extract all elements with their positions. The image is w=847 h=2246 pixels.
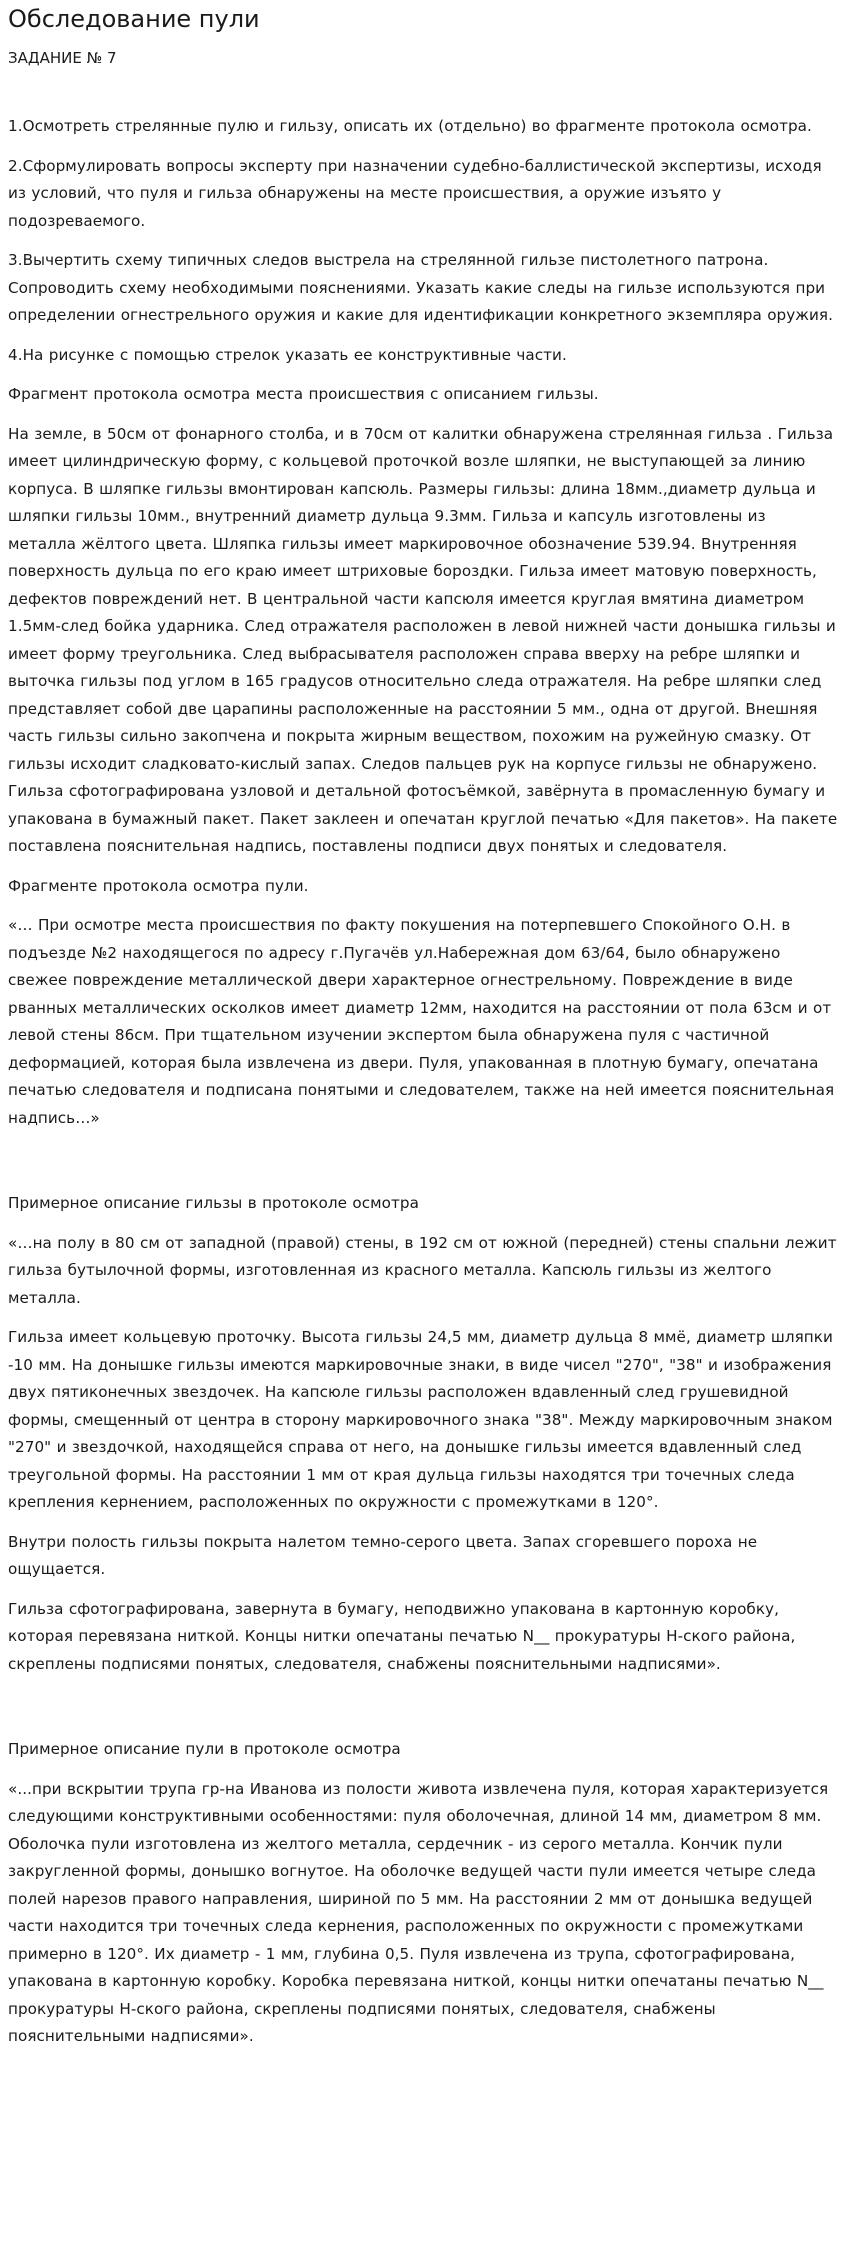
example-casing-heading: Примерное описание гильзы в протоколе осмотра [8,1194,419,1212]
bullet-protocol-text: «… При осмотре места происшествия по факту покушения на потерпевшего Спокойного О.Н. в подъезде №2 находящегося по адресу г.Пугачёв ул.Набережная дом 63/64, было обнаружено свежее повреждение металлической двери характерное огнестрельному. Повреждение в виде рванных металлических осколков имеет диаметр 12мм, находится на расстоянии от пола 63см и от левой стены 86см. При тщательном изучении экспертом была обнаружена пуля с частичной деформацией, которая была извлечена из двери. Пуля, упакованная в плотную бумагу, опечатана печатью следователя и подписана понятыми и следователем, также на ней имеется пояснительная надпись…» [8,916,835,1127]
task-label: ЗАДАНИЕ № 7 [8,49,117,67]
task-list [8,113,838,369]
task-item-2: 2.Сформулировать вопросы эксперту при назначении судебно-баллистической экспертизы, исходя из условий, что пуля и гильза обнаружены на месте происшествия, а оружие изъято у подозреваемого. [8,156,822,230]
example-casing-paragraph: Гильза сфотографирована, завернута в бумагу, неподвижно упакована в картонную коробку, которая перевязана ниткой. Концы нитки опечатаны печатью N__ прокуратуры Н-ского района, скреплены подписями понятых, следователя, снабжены пояснительными надписями». [8,1599,796,1673]
casing-protocol-text: На земле, в 50см от фонарного столба, и в 70см от калитки обнаружена стрелянная гильза . Гильза имеет цилиндрическую форму, с кольцевой проточкой возле шляпки, не выступающей за линию корпуса. В шляпке гильзы вмонтирован капсюль. Размеры гильзы: длина 18мм.,диаметр дульца и шляпки гильзы 10мм., внутренний диаметр дульца 9.3мм. Гильза и капсуль изготовлены из металла жёлтого цвета. Шляпка гильзы имеет маркировочное обозначение 539.94. Внутренняя поверхность дульца по его краю имеет штриховые бороздки. Гильза имеет матовую поверхность, дефектов повреждений нет. В центральной части капсюля имеется круглая вмятина диаметром 1.5мм-след бойка ударника. След отражателя расположен в левой нижней части донышка гильзы и имеет форму треугольника. След выбрасывателя расположен справа вверху на ребре шляпки и выточка гильзы под углом в 165 градусов относительно следа отражателя. На ребре шляпки след представляет собой две царапины расположенные на расстоянии 5 мм., одна от другой. Внешняя часть гильзы сильно закопчена и покрыта жирным веществом, похожим на ружейную смазку. От гильзы исходит сладковато-кислый запах. Следов пальцев рук на корпусе гильзы не обнаружено. Гильза сфотографирована узловой и детальной фотосъёмкой, завёрнута в промасленную бумагу и упакована в бумажный пакет. Пакет заклеен и опечатан круглой печатью «Для пакетов». На пакете поставлена пояснительная надпись, поставлены подписи двух понятых и следователя. [8,424,838,855]
example-bullet-paragraph: «...при вскрытии трупа гр-на Иванова из полости живота извлечена пуля, которая характеризуется следующими конструктивными особенностями: пуля оболочечная, длиной 14 мм, диаметром 8 мм. Оболочка пули изготовлена из желтого металла, сердечник - из серого металла. Кончик пули закругленной формы, донышко вогнутое. На оболочке ведущей части пули имеется четыре следа полей нарезов правого направления, шириной по 5 мм. На расстоянии 2 мм от донышка ведущей части находится три точечных следа кернения, расположенных по окружности с промежутками примерно в 120°. Их диаметр - 1 мм, глубина 0,5. Пуля извлечена из трупа, сфотографирована, упакована в картонную коробку. Коробка перевязана ниткой, концы нитки опечатаны печатью N__ прокуратуры Н-ского района, скреплены подписями понятых, следователя, снабжены пояснительными надписями». [8,1779,829,2045]
casing-protocol-heading: Фрагмент протокола осмотра места происшествия с описанием гильзы. [8,385,599,403]
example-bullet-section [8,1736,838,2051]
bullet-protocol-heading: Фрагменте протокола осмотра пули. [8,876,309,895]
task-item-3: 3.Вычертить схему типичных следов выстрела на стрелянной гильзе пистолетного патрона. Сопроводить схему необходимыми пояснениями. Указать какие следы на гильзе используются при определении огнестрельного оружия и какие для идентификации конкретного экземпляра оружия. [8,251,834,324]
task-item-1: 1.Осмотреть стрелянные пулю и гильзу, описать их (отдельно) во фрагменте протокола осмотра. [8,117,812,135]
example-casing-section [8,1190,838,1678]
example-casing-paragraph: Гильза имеет кольцевую проточку. Высота гильзы 24,5 мм, диаметр дульца 8 ммё, диаметр шляпки -10 мм. На донышке гильзы имеются маркировочные знаки, в виде чисел "270", "38" и изображения двух пятиконечных звездочек. На капсюле гильзы расположен вдавленный след грушевидной формы, смещенный от центра в сторону маркировочного знака "38". Между маркировочным знаком "270" и звездочкой, находящейся справа от него, на донышке гильзы имеется вдавленный след треугольной формы. На расстоянии 1 мм от края дульца гильзы находятся три точечных следа крепления кернением, расположенных по окружности с промежутками в 120°. [8,1328,833,1511]
document [8,0,838,2063]
example-bullet-heading: Примерное описание пули в протоколе осмотра [8,1740,401,1758]
task-item-4: 4.На рисунке с помощью стрелок указать ее конструктивные части. [8,345,567,364]
example-casing-paragraph: «…на полу в 80 см от западной (правой) стены, в 192 см от южной (передней) стены спальни лежит гильза бутылочной формы, изготовленная из красного металла. Капсюль гильзы из желтого металла. [8,1233,837,1307]
page-title: Обследование пули [8,5,260,33]
example-casing-paragraph: Внутри полость гильзы покрыта налетом темно-серого цвета. Запах сгоревшего пороха не ощущается. [8,1532,758,1578]
